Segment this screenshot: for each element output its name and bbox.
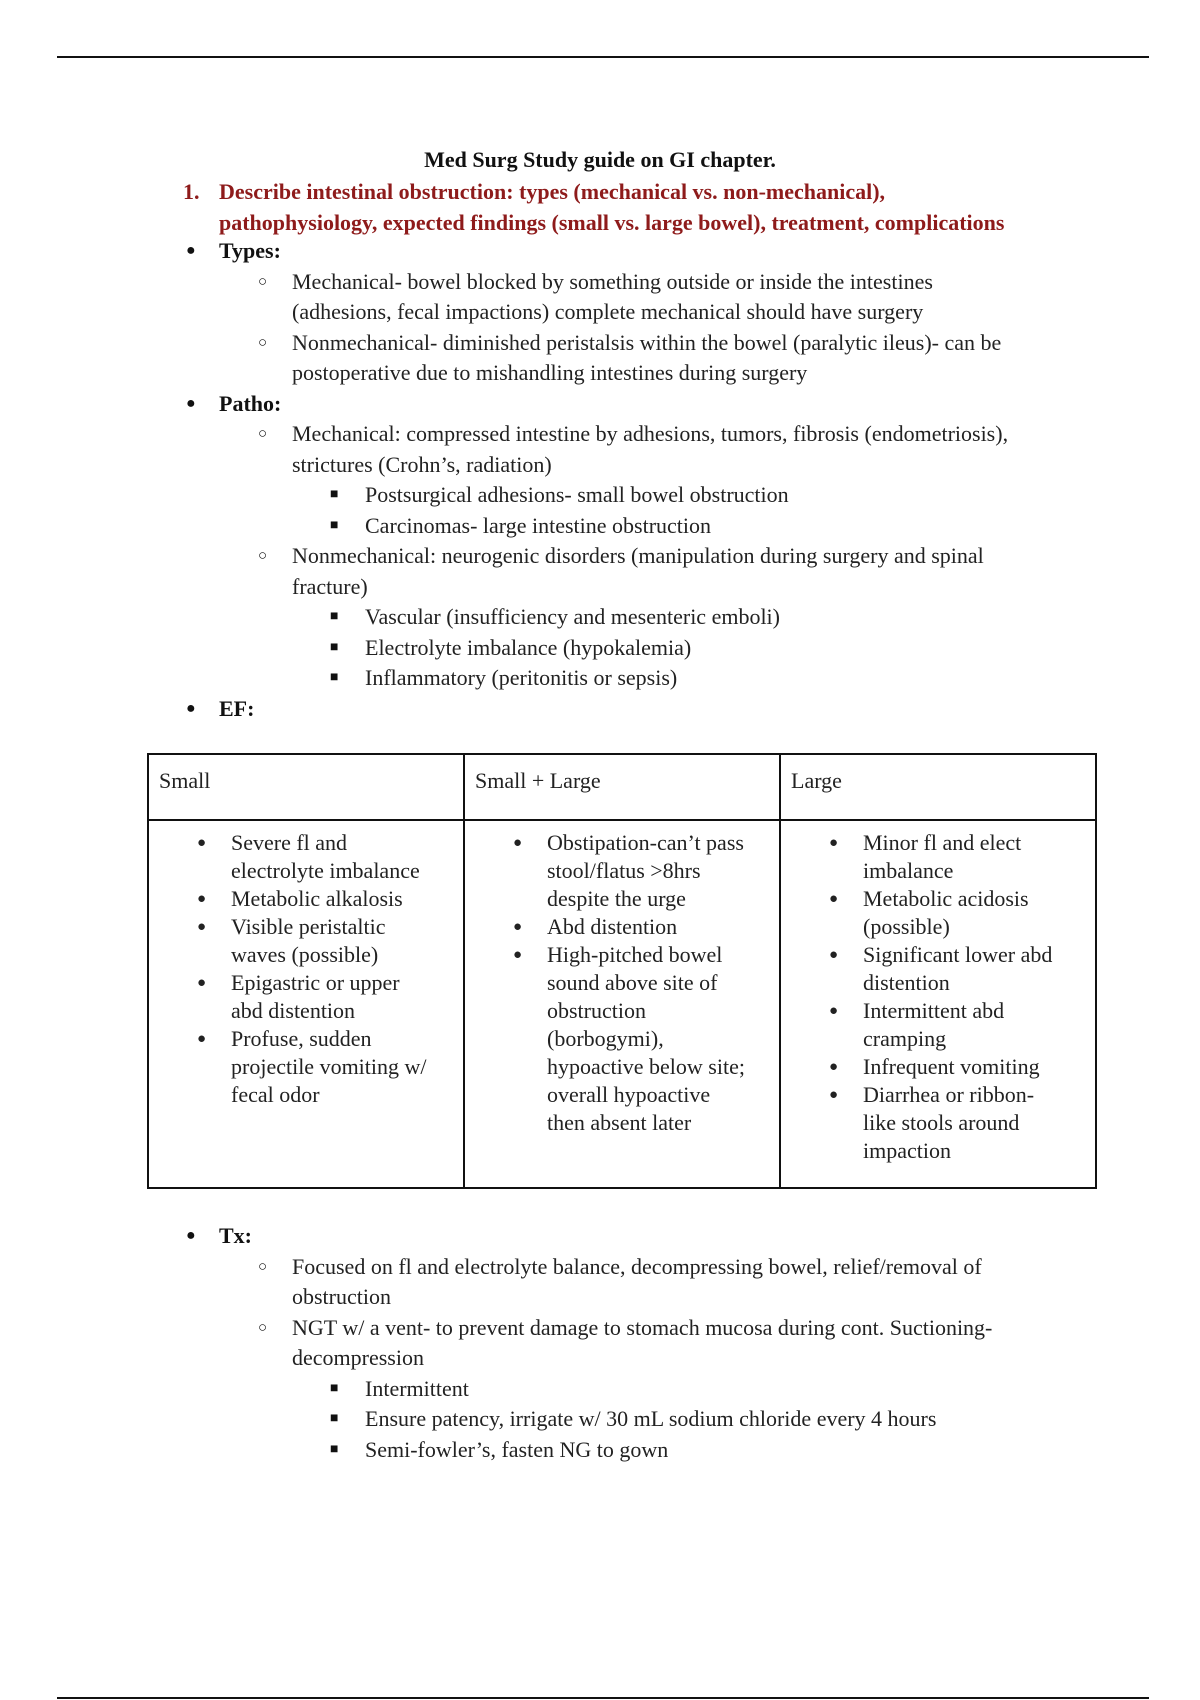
table-cell-text: overall hypoactive [547,1082,711,1107]
list-item-text: Focused on fl and electrolyte balance, decompressing bowel, relief/removal of [292,1253,982,1279]
square-bullet-icon: ■ [330,1380,339,1396]
bullet-icon: ● [829,835,839,851]
table-cell-text: Profuse, sudden [231,1026,372,1051]
list-item-text: (adhesions, fecal impactions) complete mechanical should have surgery [292,299,924,324]
table-cell-text: Severe fl and [231,830,348,855]
sub-item-text: Carcinomas- large intestine obstruction [365,512,712,538]
table-cell-text: Visible peristaltic [231,914,386,939]
circle-bullet-icon: ○ [258,273,268,290]
bullet-icon: ● [197,835,207,851]
bullet-icon: ● [829,1003,839,1019]
table-cell-text: Epigastric or upper [231,970,400,995]
table-cell-text: (borbogymi), [547,1026,664,1051]
question-text: Describe intestinal obstruction: types (mechanical vs. non-mechanical), [219,179,886,204]
square-bullet-icon: ■ [330,487,339,502]
table-cell-text: hypoactive below site; [547,1054,745,1079]
sub-item-text: Inflammatory (peritonitis or sepsis) [365,665,678,690]
table-cell-text: Intermittent abd [863,998,1005,1023]
bullet-icon: ● [197,1031,207,1047]
findings-table [147,753,1097,1189]
table-cell-text: Significant lower abd [863,942,1053,967]
bullet-icon: ● [829,891,839,907]
bullet-icon: ● [829,1059,839,1075]
table-cell-text: then absent later [547,1110,692,1135]
table-cell-text: projectile vomiting w/ [231,1054,427,1079]
table-cell-text: obstruction [547,998,646,1023]
square-bullet-icon: ■ [330,1441,339,1457]
table-cell-text: fecal odor [231,1082,320,1107]
sub-item-text: Electrolyte imbalance (hypokalemia) [365,634,692,660]
table-cell-text: Infrequent vomiting [863,1054,1040,1079]
table-cell-text: imbalance [863,858,954,883]
sub-item-text: Ensure patency, irrigate w/ 30 mL sodium chloride every 4 hours [365,1406,937,1431]
question-number: 1. [183,179,200,204]
table-cell-text: impaction [863,1138,951,1163]
circle-bullet-icon: ○ [258,334,268,351]
header-small: Small [148,754,464,820]
table-cell-text: Obstipation-can’t pass [547,830,744,855]
bullet-icon: ● [186,394,196,412]
circle-bullet-icon: ○ [258,1258,268,1275]
table-cell-text: like stools around [863,1110,1020,1135]
table-cell-text: distention [863,970,950,995]
table-cell-text: despite the urge [547,886,686,911]
sub-item-text: Postsurgical adhesions- small bowel obstruction [365,482,789,507]
header-small-large: Small + Large [464,754,780,820]
table-cell-text: cramping [863,1026,947,1051]
list-item-text: obstruction [292,1284,391,1309]
list-item-text: Mechanical- bowel blocked by something outside or inside the intestines [292,268,933,294]
column-small [148,820,464,1188]
bullet-icon: ● [197,975,207,991]
list-item-text: Mechanical: compressed intestine by adhesions, tumors, fibrosis (endometriosis), [292,421,1009,446]
table-cell-text: High-pitched bowel [547,942,723,967]
bullet-icon: ● [829,947,839,963]
square-bullet-icon: ■ [330,639,339,655]
square-bullet-icon: ■ [330,1411,339,1426]
column-large [780,820,1096,1188]
bullet-icon: ● [513,919,523,935]
table-cell-text: Abd distention [547,914,678,939]
circle-bullet-icon: ○ [258,426,268,442]
section-label: Types: [219,238,281,263]
list-item-text: Nonmechanical- diminished peristalsis within the bowel (paralytic ileus)- can be [292,329,1002,355]
column-small-large [464,820,780,1188]
circle-bullet-icon: ○ [258,1319,268,1336]
table-cell-text: Metabolic acidosis [863,886,1029,911]
bullet-icon: ● [186,699,196,717]
table-cell-text: electrolyte imbalance [231,858,420,883]
list-item-text: decompression [292,1345,424,1370]
table-cell-text: waves (possible) [231,942,379,967]
square-bullet-icon: ■ [330,609,339,624]
question-text: pathophysiology, expected findings (small vs. large bowel), treatment, complications [219,209,1005,235]
table-cell-text: abd distention [231,998,356,1023]
circle-bullet-icon: ○ [258,548,268,564]
section-label: Tx: [219,1223,252,1248]
sub-item-text: Vascular (insufficiency and mesenteric emboli) [365,604,780,629]
sub-item-text: Semi-fowler’s, fasten NG to gown [365,1436,669,1462]
table-cell-text: Metabolic alkalosis [231,886,403,911]
bullet-icon: ● [513,835,523,851]
top-rule [57,56,1149,58]
sub-item-text: Intermittent [365,1375,469,1401]
bullet-icon: ● [513,947,523,963]
list-item-text: NGT w/ a vent- to prevent damage to stomach mucosa during cont. Suctioning- [292,1314,993,1340]
table-cell-text: (possible) [863,914,950,939]
header-large: Large [780,754,1096,820]
section-label: EF: [219,695,255,721]
bottom-rule [57,1697,1149,1699]
bullet-icon: ● [186,242,196,259]
table-cell-text: Minor fl and elect [863,830,1022,855]
list-item-text: fracture) [292,573,368,599]
bullet-icon: ● [197,891,207,907]
bullet-icon: ● [197,919,207,935]
table-cell-text: Diarrhea or ribbon- [863,1082,1035,1107]
square-bullet-icon: ■ [330,670,339,685]
bullet-icon: ● [186,1227,196,1244]
list-item-text: strictures (Crohn’s, radiation) [292,451,552,477]
document-title: Med Surg Study guide on GI chapter. [424,147,776,172]
bullet-icon: ● [829,1087,839,1103]
table-cell-text: stool/flatus >8hrs [547,858,701,883]
list-item-text: Nonmechanical: neurogenic disorders (manipulation during surgery and spinal [292,543,984,568]
table-cell-text: sound above site of [547,970,718,995]
list-item-text: postoperative due to mishandling intestines during surgery [292,360,808,385]
square-bullet-icon: ■ [330,517,339,533]
section-label: Patho: [219,390,282,416]
